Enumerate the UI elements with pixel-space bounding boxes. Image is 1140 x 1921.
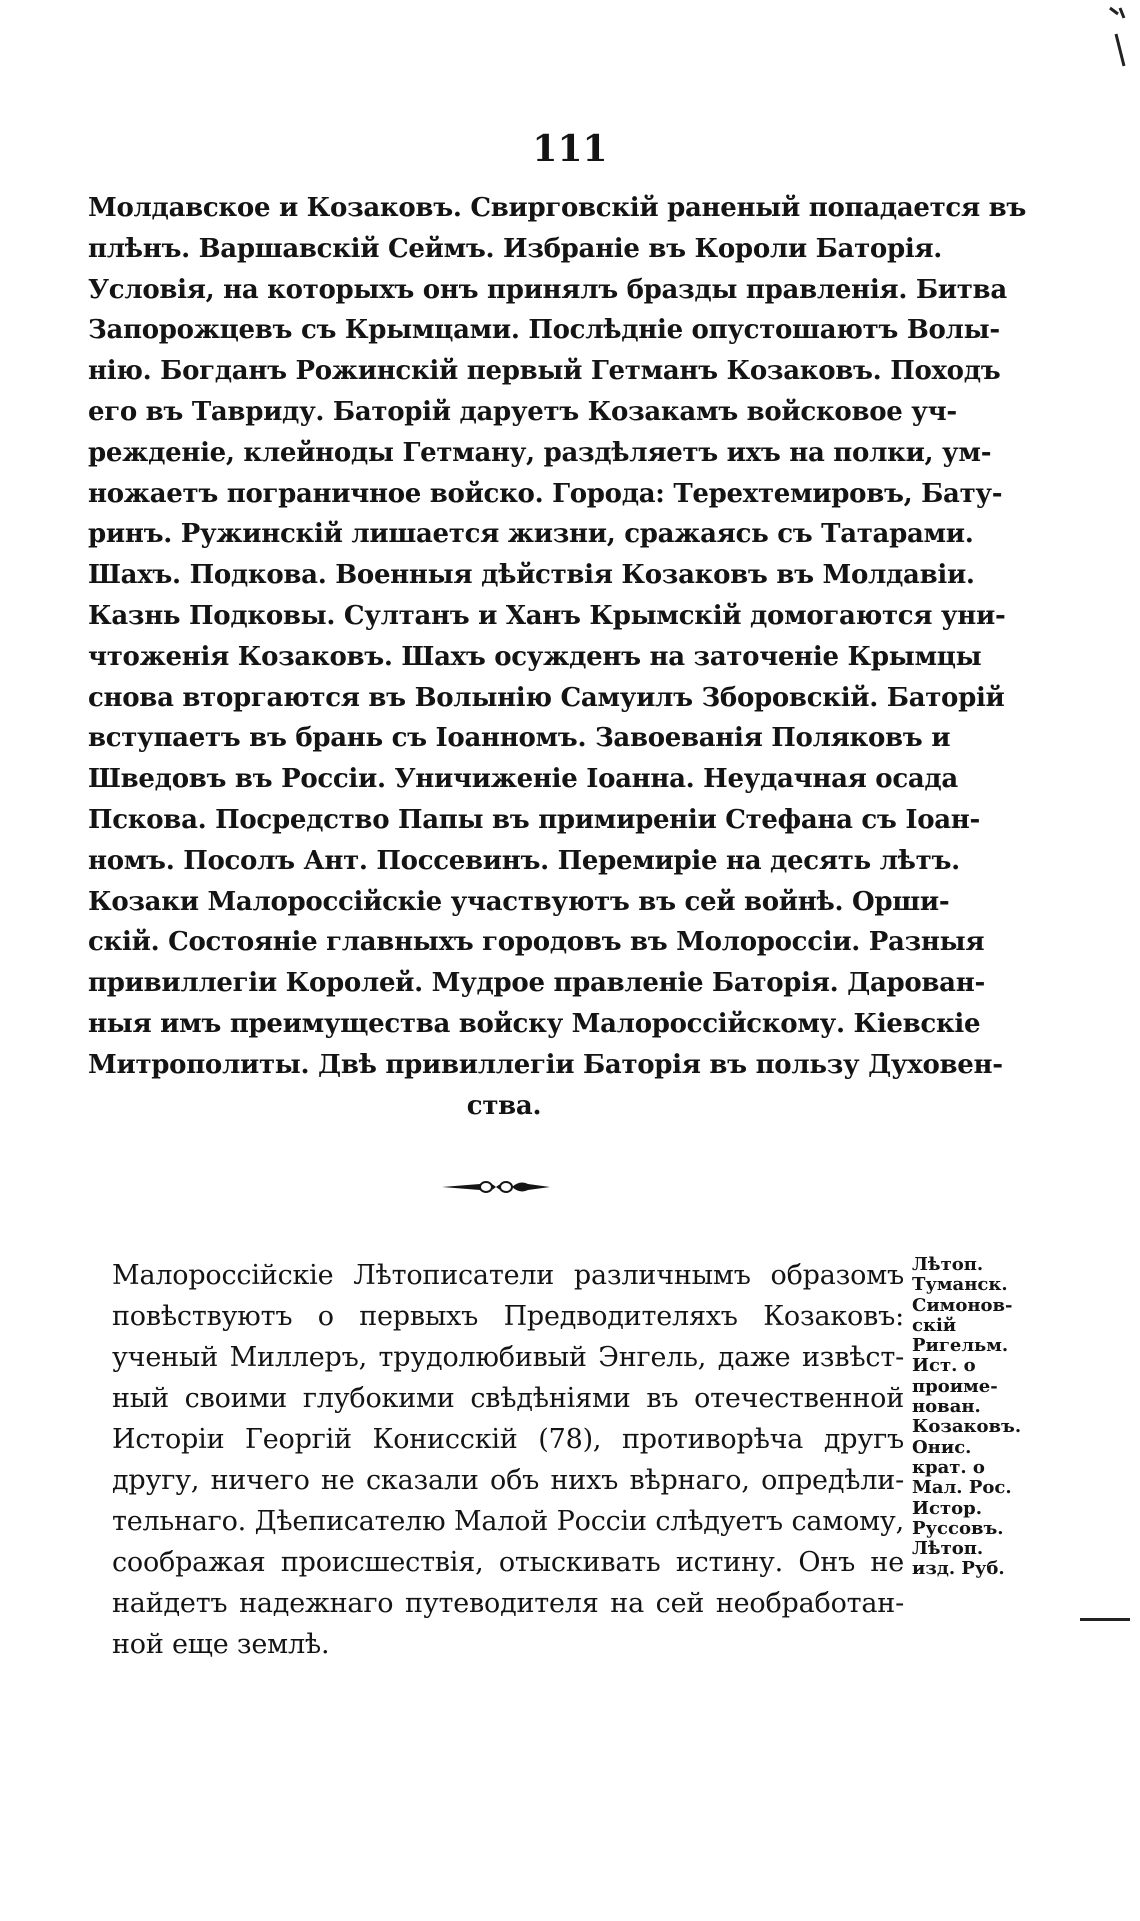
corner-mark bbox=[1106, 4, 1130, 74]
edge-mark bbox=[1080, 1618, 1130, 1621]
summary-line: привиллегіи Королей. Мудрое правленіе Баторія. Дарован- bbox=[88, 968, 985, 999]
summary-line: режденіе, клейноды Гетману, раздѣляетъ ихъ на полки, ум- bbox=[88, 437, 992, 468]
summary-line: плѣнъ. Варшавскій Сеймъ. Избраніе въ Короли Баторія. bbox=[88, 233, 943, 264]
text-line: ученый Миллеръ, трудолюбивый Энгель, даже извѣст- bbox=[112, 1342, 904, 1373]
summary-line: его въ Тавриду. Баторій даруетъ Козакамъ войсковое уч- bbox=[88, 396, 957, 427]
text-line: Исторіи Георгій Кониcскій (78), противорѣча другъ bbox=[112, 1424, 904, 1455]
margin-note-line: проиме- bbox=[912, 1375, 998, 1397]
margin-note-line: Истор. bbox=[912, 1497, 982, 1519]
text-line: ный своими глубокими свѣдѣніями въ отечественной bbox=[112, 1383, 904, 1414]
summary-line: Условія, на которыхъ онъ принялъ бразды правленія. Битва bbox=[88, 274, 1007, 305]
margin-note-line: Онис. bbox=[912, 1436, 972, 1458]
summary-line: ринъ. Ружинскій лишается жизни, сражаясь съ Татарами. bbox=[88, 519, 974, 550]
margin-note-line: Козаковъ. bbox=[912, 1416, 1022, 1438]
margin-note-line: Руссовъ. bbox=[912, 1517, 1004, 1539]
summary-line: снова вторгаются въ Волынію Самуилъ Зборовскій. Баторій bbox=[88, 682, 1005, 713]
summary-line: Молдавское и Козаковъ. Свирговскій раненый попадается въ bbox=[88, 193, 1027, 223]
margin-note-line: скій bbox=[912, 1314, 957, 1336]
section-ornament bbox=[440, 1178, 552, 1196]
margin-note-line: Мал. Рос. bbox=[912, 1477, 1012, 1499]
summary-line: ножаетъ пограничное войско. Города: Терехтемировъ, Бату- bbox=[88, 478, 1003, 509]
summary-line: Козаки Малороссійскіе участвуютъ въ сей войнѣ. Орши- bbox=[88, 886, 950, 917]
summary-line: вступаетъ въ брань съ Іоанномъ. Завоеванія Поляковъ и bbox=[88, 723, 951, 754]
text-line: другу, ничего не сказали объ нихъ вѣрнаго, опредѣли- bbox=[112, 1465, 904, 1496]
margin-note-line: Симонов- bbox=[912, 1294, 1013, 1316]
page-number: 111 bbox=[532, 128, 608, 170]
summary-line: ства. bbox=[466, 1090, 542, 1121]
margin-notes bbox=[912, 1255, 1022, 1580]
summary-line: Шведовъ въ Россіи. Уничиженіе Іоанна. Неудачная осада bbox=[88, 764, 958, 795]
summary-line: Шахъ. Подкова. Военныя дѣйствія Козаковъ въ Молдавіи. bbox=[88, 560, 975, 591]
margin-note-line: крат. о bbox=[912, 1456, 985, 1478]
text-line: ной еще землѣ. bbox=[112, 1629, 330, 1660]
main-text bbox=[112, 1255, 904, 1665]
text-line: соображая происшествія, отыскивать истину. Онъ не bbox=[112, 1547, 904, 1578]
margin-note-line: Туманск. bbox=[912, 1274, 1008, 1296]
summary-line: Митрополиты. Двѣ привиллегіи Баторія въ пользу Духовен- bbox=[88, 1049, 1003, 1080]
text-line: повѣствуютъ о первыхъ Предводителяхъ Козаковъ: bbox=[112, 1301, 904, 1332]
summary-line: нію. Богданъ Рожинскій первый Гетманъ Козаковъ. Походъ bbox=[88, 356, 1001, 387]
margin-note-line: Лѣтоп. bbox=[912, 1538, 984, 1560]
summary-line: Запорожцевъ съ Крымцами. Послѣдніе опустошаютъ Волы- bbox=[88, 315, 1000, 346]
summary-line: скій. Состояніе главныхъ городовъ въ Молороссіи. Разныя bbox=[88, 927, 985, 958]
summary-line: номъ. Посолъ Ант. Поссевинъ. Перемиріе на десять лѣтъ. bbox=[88, 845, 960, 876]
chapter-summary bbox=[88, 188, 1027, 1126]
margin-note-line: изд. Руб. bbox=[912, 1558, 1005, 1580]
summary-line: ныя имъ преимущества войску Малороссійскому. Кіевскіе bbox=[88, 1008, 981, 1039]
summary-line: Пскова. Посредство Папы въ примиреніи Стефана съ Іоан- bbox=[88, 804, 980, 835]
text-line: найдетъ надежнаго путеводителя на сей необработан- bbox=[112, 1588, 904, 1619]
margin-note-line: нован. bbox=[912, 1396, 981, 1418]
text-line: Малороссійскіе Лѣтописатели различнымъ образомъ bbox=[112, 1260, 904, 1291]
margin-note-line: Ригельм. bbox=[912, 1335, 1009, 1357]
summary-line: Казнь Подковы. Султанъ и Ханъ Крымскій домогаются уни- bbox=[88, 600, 1006, 631]
margin-note-line: Ист. о bbox=[912, 1355, 976, 1377]
summary-line: чтоженія Козаковъ. Шахъ осужденъ на заточеніе Крымцы bbox=[88, 641, 982, 672]
text-line: тельнаго. Дѣеписателю Малой Россіи слѣдуетъ самому, bbox=[112, 1506, 904, 1537]
margin-note-line: Лѣтоп. bbox=[912, 1254, 984, 1275]
